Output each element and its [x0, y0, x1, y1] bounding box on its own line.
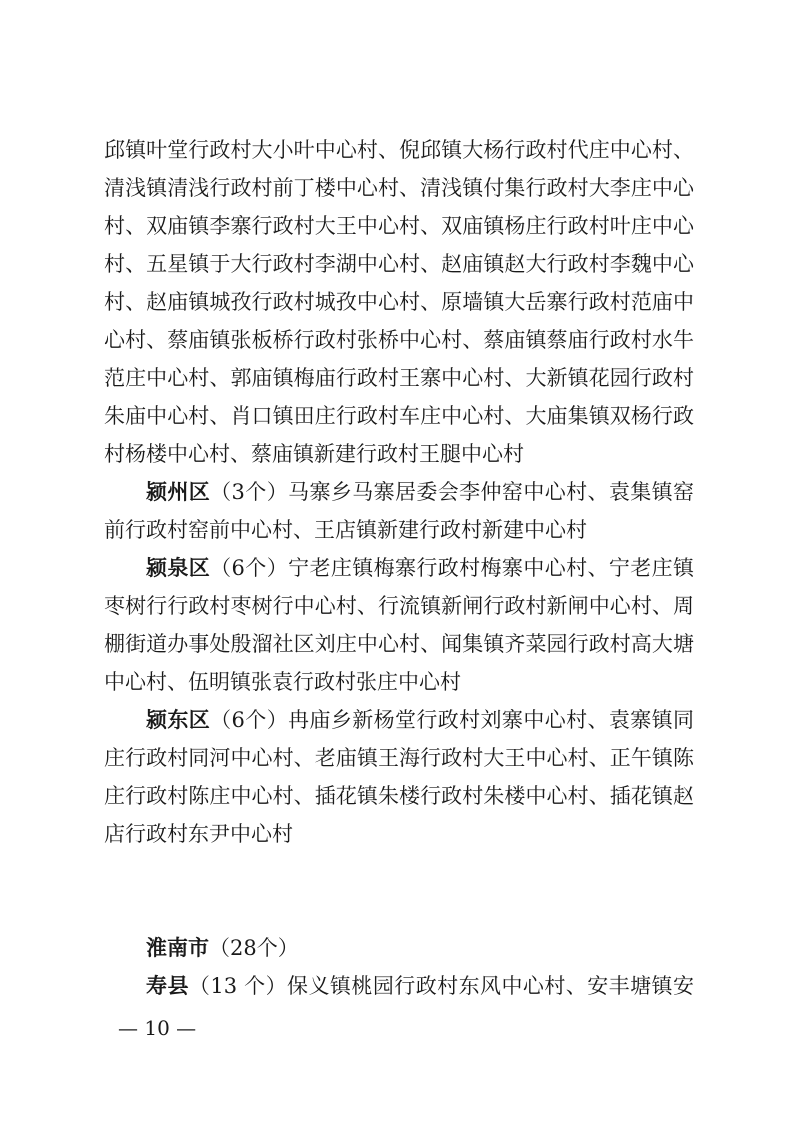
shouxian-text: （13 个）保义镇桃园行政村东风中心村、安丰塘镇安 — [188, 974, 694, 998]
body-line-2: 清浅镇清浅行政村前丁楼中心村、清浅镇付集行政村大李庄中心 — [104, 176, 694, 200]
huainan-count: （28个） — [209, 936, 299, 960]
body-line-7: 范庄中心村、郭庙镇梅庙行政村王寨中心村、大新镇花园行政村 — [104, 366, 694, 390]
yingzhou-text: （3个）马寨乡马寨居委会李仲窑中心村、袁集镇窑 — [210, 480, 695, 504]
yingzhou-label: 颍州区 — [146, 479, 211, 504]
yingquan-paragraph-line-4: 中心村、伍明镇张袁行政村张庄中心村 — [104, 670, 461, 694]
body-line-3: 村、双庙镇李寨行政村大王中心村、双庙镇杨庄行政村叶庄中心 — [104, 214, 694, 238]
yingzhou-paragraph-line-1 — [146, 477, 694, 507]
body-line-8: 朱庙中心村、肖口镇田庄行政村车庄中心村、大庙集镇双杨行政 — [104, 404, 694, 428]
body-line-9: 村杨楼中心村、蔡庙镇新建行政村王腿中心村 — [104, 442, 524, 466]
yingdong-paragraph-line-3: 庄行政村陈庄中心村、插花镇朱楼行政村朱楼中心村、插花镇赵 — [104, 784, 694, 808]
yingquan-paragraph-line-1 — [146, 553, 694, 583]
huainan-label: 淮南市 — [146, 935, 209, 960]
yingquan-text: （6个）宁老庄镇梅寨行政村梅寨中心村、宁老庄镇 — [210, 556, 695, 580]
body-line-6: 心村、蔡庙镇张板桥行政村张桥中心村、蔡庙镇蔡庙行政村水牛 — [104, 328, 694, 352]
shouxian-label: 寿县 — [146, 973, 189, 998]
yingdong-paragraph-line-4: 店行政村东尹中心村 — [104, 822, 293, 846]
huainan-heading — [146, 933, 694, 963]
yingdong-paragraph-line-1 — [146, 705, 694, 735]
yingdong-text: （6个）冉庙乡新杨堂行政村刘寨中心村、袁寨镇同 — [210, 708, 695, 732]
body-line-1: 邱镇叶堂行政村大小叶中心村、倪邱镇大杨行政村代庄中心村、 — [104, 138, 694, 162]
body-line-4: 村、五星镇于大行政村李湖中心村、赵庙镇赵大行政村李魏中心 — [104, 252, 694, 276]
yingquan-paragraph-line-3: 棚街道办事处殷溜社区刘庄中心村、闻集镇齐菜园行政村高大塘 — [104, 632, 694, 656]
yingdong-paragraph-line-2: 庄行政村同河中心村、老庙镇王海行政村大王中心村、正午镇陈 — [104, 746, 694, 770]
yingdong-label: 颍东区 — [146, 707, 211, 732]
yingzhou-paragraph-line-2: 前行政村窑前中心村、王店镇新建行政村新建中心村 — [104, 518, 587, 542]
yingquan-paragraph-line-2: 枣树行行政村枣树行中心村、行流镇新闸行政村新闸中心村、周 — [104, 594, 694, 618]
body-line-5: 村、赵庙镇城孜行政村城孜中心村、原墙镇大岳寨行政村范庙中 — [104, 290, 694, 314]
shouxian-paragraph-line-1 — [146, 971, 694, 1001]
yingquan-label: 颍泉区 — [146, 555, 211, 580]
page-number: — 10 — — [118, 1016, 197, 1040]
